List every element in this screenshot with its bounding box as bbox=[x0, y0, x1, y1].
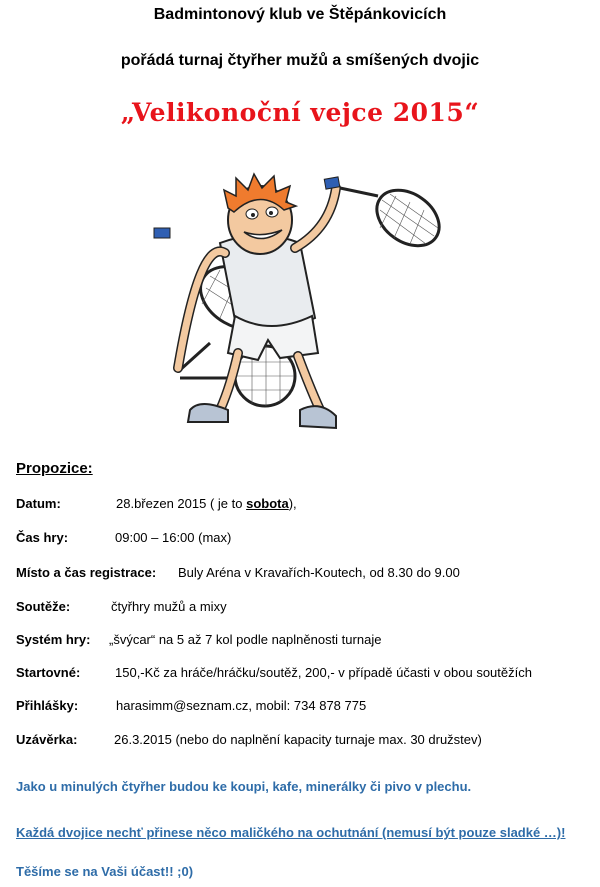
row-system-label: Systém hry: bbox=[16, 632, 91, 647]
row-deadline-value: 26.3.2015 (nebo do naplnění kapacity turnaje max. 30 družstev) bbox=[114, 732, 482, 747]
row-date-value: 28.březen 2015 ( je to sobota), bbox=[116, 496, 297, 511]
row-time-label: Čas hry: bbox=[16, 530, 69, 545]
badminton-player-illustration bbox=[140, 148, 470, 446]
racket-upper-icon bbox=[340, 179, 450, 257]
row-venue-value: Buly Aréna v Kravařích-Koutech, od 8.30 do 9.00 bbox=[178, 565, 460, 580]
event-title: „Velikonoční vejce 2015“ bbox=[120, 98, 480, 127]
note-closing: Těšíme se na Vaši účast!! ;0) bbox=[16, 864, 194, 879]
row-fee-label: Startovné: bbox=[16, 665, 81, 680]
row-registration-label: Přihlášky: bbox=[16, 698, 79, 713]
row-date-label: Datum: bbox=[16, 496, 61, 511]
row-registration-value: harasimm@seznam.cz, mobil: 734 878 775 bbox=[116, 698, 367, 713]
club-name: Badmintonový klub ve Štěpánkovicích bbox=[153, 6, 447, 23]
note-bring-food: Každá dvojice nechť přinese něco maličkého na ochutnání (nemusí být pouze sladké …)! bbox=[16, 825, 566, 840]
row-competitions-label: Soutěže: bbox=[16, 599, 71, 614]
note-refreshments: Jako u minulých čtyřher budou ke koupi, kafe, minerálky či pivo v plechu. bbox=[16, 779, 472, 794]
row-time-value: 09:00 – 16:00 (max) bbox=[115, 530, 232, 545]
event-subtitle: pořádá turnaj čtyřher mužů a smíšených dvojic bbox=[120, 52, 480, 69]
row-fee-value: 150,-Kč za hráče/hráčku/soutěž, 200,- v případě účasti v obou soutěžích bbox=[115, 665, 532, 680]
row-deadline-label: Uzávěrka: bbox=[16, 732, 78, 747]
section-title: Propozice: bbox=[16, 460, 93, 477]
row-venue-label: Místo a čas registrace: bbox=[16, 565, 157, 580]
row-system-value: „švýcar“ na 5 až 7 kol podle naplněnosti turnaje bbox=[109, 632, 382, 647]
emphasis-saturday: sobota bbox=[246, 496, 289, 511]
row-competitions-value: čtyřhry mužů a mixy bbox=[111, 599, 227, 614]
